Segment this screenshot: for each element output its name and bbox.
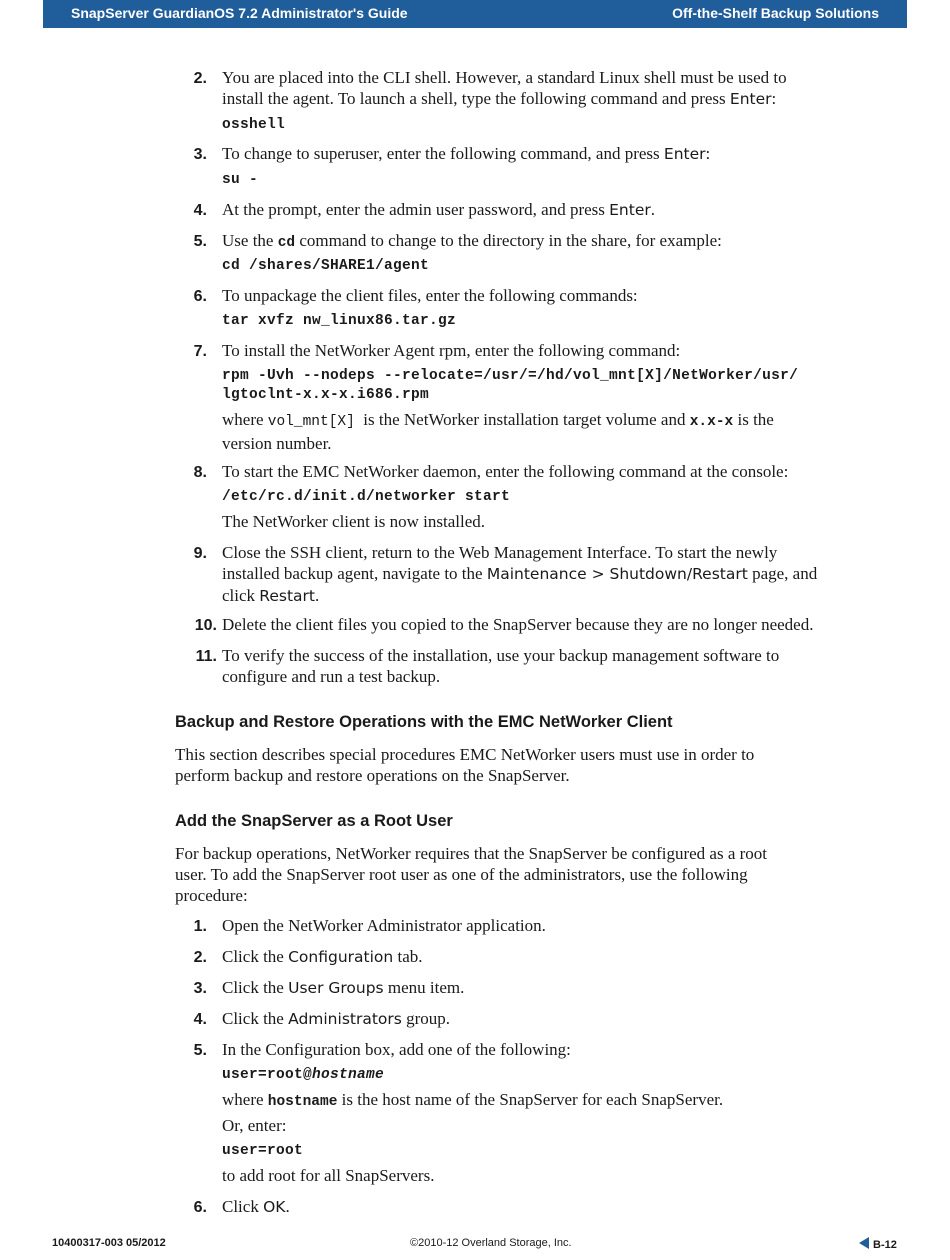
para-line: This section describes special procedures EMC NetWorker users must use in order to bbox=[175, 745, 755, 764]
command-code: cd /shares/SHARE1/agent bbox=[222, 258, 430, 274]
step-note bbox=[222, 1089, 912, 1113]
step-text: Open the NetWorker Administrator application. bbox=[222, 916, 546, 935]
step-note: to add root for all SnapServers. bbox=[222, 1166, 435, 1185]
note-text: is the NetWorker installation target volume and bbox=[354, 410, 690, 429]
inline-code: cd bbox=[277, 235, 296, 251]
step-text: To install the NetWorker Agent rpm, enter the following command: bbox=[222, 341, 681, 360]
command-code: tar xvfz nw_linux86.tar.gz bbox=[222, 313, 457, 329]
step-line: menu item. bbox=[383, 978, 465, 997]
command-code: /etc/rc.d/init.d/networker start bbox=[222, 489, 511, 505]
step-number: 3. bbox=[193, 146, 207, 163]
step-line: Close the SSH client, return to the Web Management Interface. To start the newly bbox=[222, 543, 778, 562]
step-text bbox=[222, 1196, 912, 1218]
step-number: 5. bbox=[193, 1042, 207, 1059]
step-text bbox=[222, 542, 912, 607]
step-line: install the agent. To launch a shell, type the following command and press bbox=[222, 89, 730, 108]
command-code: su - bbox=[222, 172, 259, 188]
step-line: Click bbox=[222, 1197, 264, 1216]
step-text: To start the EMC NetWorker daemon, enter the following command at the console: bbox=[222, 462, 789, 481]
step-text bbox=[222, 199, 912, 221]
step-note bbox=[222, 409, 912, 454]
punct: . bbox=[285, 1197, 290, 1216]
step-line: click bbox=[222, 586, 260, 605]
step-text bbox=[222, 230, 912, 254]
step-line: Click the bbox=[222, 978, 289, 997]
punct: : bbox=[705, 144, 711, 163]
step-number: 4. bbox=[193, 1011, 207, 1028]
step-number: 2. bbox=[193, 949, 207, 966]
step-line: To verify the success of the installation, use your backup management software to bbox=[222, 646, 780, 665]
step-note: The NetWorker client is now installed. bbox=[222, 512, 486, 531]
guide-title: SnapServer GuardianOS 7.2 Administrator's Guide bbox=[71, 5, 408, 21]
section-paragraph bbox=[175, 843, 895, 906]
para-line: procedure: bbox=[175, 886, 248, 905]
command-code: osshell bbox=[222, 117, 286, 133]
step-text: Delete the client files you copied to the SnapServer because they are no longer needed. bbox=[222, 615, 814, 634]
code-part: user=root@ bbox=[222, 1067, 313, 1083]
command-code bbox=[222, 1065, 384, 1085]
step-line: Use the bbox=[222, 231, 278, 250]
page-header-bar bbox=[43, 0, 907, 28]
inline-code: hostname bbox=[267, 1094, 338, 1110]
inline-code: x.x-x bbox=[689, 414, 734, 430]
step-text bbox=[222, 645, 912, 687]
page-number-nav[interactable] bbox=[859, 1237, 897, 1251]
step-text bbox=[222, 977, 912, 999]
para-line: For backup operations, NetWorker requires that the SnapServer be configured as a root bbox=[175, 844, 768, 863]
ok-label: OK bbox=[263, 1198, 286, 1216]
step-number: 3. bbox=[193, 980, 207, 997]
step-line: group. bbox=[401, 1009, 451, 1028]
step-line: configure and run a test backup. bbox=[222, 667, 441, 686]
step-line: installed backup agent, navigate to the bbox=[222, 564, 487, 583]
command-code: rpm -Uvh --nodeps --relocate=/usr/=/hd/vol_mnt[X]/NetWorker/usr/ bbox=[222, 368, 799, 384]
step-text bbox=[222, 946, 912, 968]
step-line: command to change to the directory in the share, for example: bbox=[295, 231, 722, 250]
step-line: Click the bbox=[222, 947, 289, 966]
menu-path: Maintenance > Shutdown/Restart bbox=[486, 565, 748, 583]
note-text: where bbox=[222, 1090, 268, 1109]
section-heading: Add the SnapServer as a Root User bbox=[175, 812, 453, 830]
section-title: Off-the-Shelf Backup Solutions bbox=[672, 5, 879, 21]
step-text bbox=[222, 1008, 912, 1030]
punct: . bbox=[315, 586, 320, 605]
step-number: 11. bbox=[195, 648, 217, 665]
step-number: 7. bbox=[193, 343, 207, 360]
step-line: To change to superuser, enter the following command, and press bbox=[222, 144, 664, 163]
key-enter: Enter bbox=[609, 201, 651, 219]
step-line: Click the bbox=[222, 1009, 289, 1028]
para-line: perform backup and restore operations on the SnapServer. bbox=[175, 766, 570, 785]
step-number: 9. bbox=[193, 545, 207, 562]
step-line: page, and bbox=[747, 564, 818, 583]
step-text bbox=[222, 67, 912, 110]
user-groups-label: User Groups bbox=[288, 979, 384, 997]
step-number: 5. bbox=[193, 233, 207, 250]
step-number: 1. bbox=[193, 918, 207, 935]
step-number: 8. bbox=[193, 464, 207, 481]
section-paragraph bbox=[175, 744, 895, 786]
step-number: 10. bbox=[194, 617, 217, 634]
code-variable: hostname bbox=[312, 1067, 385, 1083]
step-line: You are placed into the CLI shell. However, a standard Linux shell must be used to bbox=[222, 68, 787, 87]
step-text: To unpackage the client files, enter the following commands: bbox=[222, 286, 638, 305]
step-text bbox=[222, 143, 912, 165]
step-number: 4. bbox=[193, 202, 207, 219]
inline-code: vol_mnt[X] bbox=[267, 414, 355, 430]
section-heading: Backup and Restore Operations with the EMC NetWorker Client bbox=[175, 713, 673, 731]
punct: . bbox=[650, 200, 655, 219]
doc-number: 10400317-003 05/2012 bbox=[52, 1237, 166, 1249]
previous-arrow-icon[interactable] bbox=[859, 1237, 869, 1249]
command-code: user=root bbox=[222, 1143, 304, 1159]
copyright: ©2010-12 Overland Storage, Inc. bbox=[410, 1237, 572, 1249]
step-note: Or, enter: bbox=[222, 1116, 287, 1135]
punct: : bbox=[771, 89, 777, 108]
step-text: In the Configuration box, add one of the following: bbox=[222, 1040, 571, 1059]
administrators-label: Administrators bbox=[288, 1010, 402, 1028]
step-number: 2. bbox=[193, 70, 207, 87]
command-code: lgtoclnt-x.x-x.i686.rpm bbox=[222, 387, 430, 403]
para-line: user. To add the SnapServer root user as one of the administrators, use the following bbox=[175, 865, 748, 884]
restart-label: Restart bbox=[259, 587, 316, 605]
step-number: 6. bbox=[193, 1199, 207, 1216]
key-enter: Enter bbox=[729, 90, 772, 108]
key-enter: Enter bbox=[663, 145, 706, 163]
step-line: tab. bbox=[393, 947, 423, 966]
note-text: is the bbox=[733, 410, 774, 429]
step-number: 6. bbox=[193, 288, 207, 305]
note-text: version number. bbox=[222, 434, 332, 453]
note-text: where bbox=[222, 410, 268, 429]
configuration-tab-label: Configuration bbox=[288, 948, 394, 966]
page-number: B-12 bbox=[873, 1239, 897, 1251]
step-line: At the prompt, enter the admin user password, and press bbox=[222, 200, 610, 219]
note-text: is the host name of the SnapServer for each SnapServer. bbox=[337, 1090, 724, 1109]
